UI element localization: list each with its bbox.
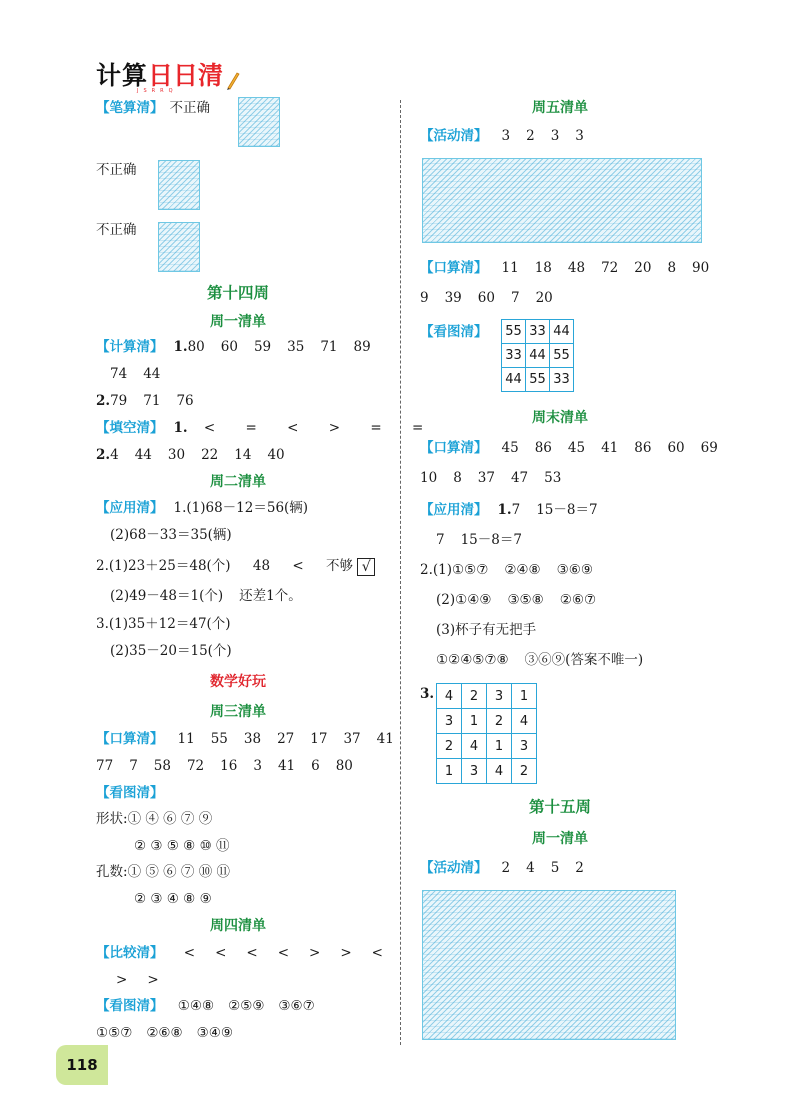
answer: 41 xyxy=(376,731,394,747)
jisuan-row-2 xyxy=(96,391,210,411)
tiankong-row-2 xyxy=(96,445,301,465)
grid-cell: 33 xyxy=(502,344,526,368)
grid-cell: 33 xyxy=(550,368,574,392)
grid-cell: 4 xyxy=(487,759,512,784)
answer: 2.(1)①⑤⑦ xyxy=(420,562,489,578)
yingyong-row-3: 3.(1)35＋12＝47(个) xyxy=(96,616,231,632)
grid-cell: 44 xyxy=(502,368,526,392)
activity-image-2 xyxy=(422,890,676,1040)
answer: 44 xyxy=(134,447,152,463)
answer: ②⑥⑦ xyxy=(559,592,597,608)
answer: > xyxy=(340,945,352,961)
answer: 7 xyxy=(129,758,138,774)
answer: 4 xyxy=(110,447,119,463)
tag-kantu: 【看图清】 xyxy=(96,785,164,801)
tag-kousuan: 【口算清】 xyxy=(96,731,164,747)
yingyong-row-1 xyxy=(96,498,308,518)
grid-cell: 2 xyxy=(487,709,512,734)
answer: ①④⑧ xyxy=(177,998,215,1014)
answer: 45 xyxy=(567,440,586,456)
grid-cell: 33 xyxy=(526,320,550,344)
item-number: 1. xyxy=(173,339,188,355)
bijiao-row-2 xyxy=(116,970,159,990)
page-number: 118 xyxy=(56,1045,108,1085)
tag-kantu: 【看图清】 xyxy=(96,998,164,1014)
answer: ① ④ ⑥ ⑦ ⑨ xyxy=(127,811,213,827)
thursday-title: 周四清单 xyxy=(210,918,266,934)
answer: (2)①④⑨ xyxy=(436,592,492,608)
answer: 35 xyxy=(287,339,305,355)
answer: < xyxy=(371,945,383,961)
answer: 8 xyxy=(453,470,462,486)
wk-yingyong-row-2d xyxy=(436,650,643,670)
answer: (2)49－48＝1(个) xyxy=(110,588,224,604)
answer: < xyxy=(292,558,304,574)
grid-cell: 1 xyxy=(462,709,487,734)
answer: 71 xyxy=(320,339,338,355)
answer: 37 xyxy=(477,470,495,486)
week14-title: 第十四周 xyxy=(206,284,270,302)
mon15-huodong-row xyxy=(420,858,600,878)
answer: ①②④⑤⑦⑧ xyxy=(436,652,509,668)
wk-yingyong-row-1b xyxy=(436,530,522,550)
grid-cell: 3 xyxy=(512,734,537,759)
answer: 48 xyxy=(567,260,586,276)
grid-cell: 4 xyxy=(512,709,537,734)
answer: 45 xyxy=(501,440,519,456)
answer: 7 xyxy=(436,532,445,548)
shape-label: 形状: xyxy=(96,811,128,827)
answer: 90 xyxy=(692,260,710,276)
answer: 30 xyxy=(167,447,186,463)
wk-yingyong-row-2 xyxy=(420,560,593,580)
tag-bijiao: 【比较清】 xyxy=(96,945,164,961)
answer: 55 xyxy=(210,731,228,747)
answer: 11 xyxy=(501,260,519,276)
answer: 44 xyxy=(143,366,161,382)
grid-cell: 3 xyxy=(462,759,487,784)
fri-kantu-label xyxy=(420,322,494,342)
tag-tiankong: 【填空清】 xyxy=(96,420,164,436)
tag-bisuan: 【笔算清】 xyxy=(96,100,164,116)
answer: 3 xyxy=(550,128,560,144)
answer: = xyxy=(245,420,257,436)
answer: 8 xyxy=(667,260,677,276)
answer: 80 xyxy=(187,339,205,355)
answer: 17 xyxy=(310,731,328,747)
answer: 2 xyxy=(501,860,511,876)
grid-cell: 1 xyxy=(437,759,462,784)
answer: ①⑤⑦ xyxy=(96,1025,133,1041)
answer: 72 xyxy=(186,758,205,774)
answer: 79 xyxy=(110,393,128,409)
pen-icon xyxy=(225,70,241,90)
wk-kousuan-row-1 xyxy=(420,438,734,458)
answer: < xyxy=(183,945,196,961)
grid-cell: 55 xyxy=(550,344,574,368)
item-number: 2. xyxy=(96,447,111,463)
hole-row-2: ② ③ ④ ⑧ ⑨ xyxy=(134,891,212,907)
wk-yingyong-row-2c: (3)杯子有无把手 xyxy=(436,622,537,638)
answer: < xyxy=(246,945,258,961)
magic-square-3x3 xyxy=(501,319,574,392)
grid-cell: 55 xyxy=(526,368,550,392)
answer-image-2 xyxy=(158,160,200,210)
bisuan-row-1 xyxy=(96,98,210,118)
checkmark-box: √ xyxy=(357,558,375,576)
wk-item-3-number: 3. xyxy=(420,686,435,702)
column-divider xyxy=(400,100,401,1045)
answer: ③⑤⑧ xyxy=(507,592,544,608)
answer: 86 xyxy=(534,440,552,456)
item-number: 2. xyxy=(96,393,111,409)
answer: 41 xyxy=(601,440,619,456)
answer: 40 xyxy=(267,447,285,463)
answer: 71 xyxy=(143,393,161,409)
answer: 58 xyxy=(153,758,171,774)
answer: 4 xyxy=(526,860,535,876)
yingyong-row-2 xyxy=(96,556,375,576)
answer: 41 xyxy=(277,758,296,774)
item-number: 1. xyxy=(497,502,512,518)
answer: 76 xyxy=(176,393,194,409)
answer: 22 xyxy=(201,447,219,463)
answer: ③⑥⑨ xyxy=(556,562,593,578)
weekend-title: 周末清单 xyxy=(532,410,588,426)
answer: 37 xyxy=(343,731,361,747)
answer: 47 xyxy=(510,470,529,486)
brand-title-red: 日日清 xyxy=(148,61,224,90)
answer: ③⑥⑦ xyxy=(278,998,315,1014)
monday-title: 周一清单 xyxy=(210,314,266,330)
week15-title: 第十五周 xyxy=(528,798,592,816)
bisuan-text-3: 不正确 xyxy=(96,222,137,238)
answer: ① ⑤ ⑥ ⑦ ⑩ ⑪ xyxy=(127,864,231,880)
answer: 3 xyxy=(501,128,511,144)
yingyong-row-1b: (2)68－33＝35(辆) xyxy=(110,527,232,543)
answer: > xyxy=(147,972,159,988)
answer: ③⑥⑨(答案不唯一) xyxy=(524,652,644,668)
hole-row-1 xyxy=(96,862,230,882)
answer: ②⑤⑨ xyxy=(228,998,265,1014)
answer: = xyxy=(411,420,424,436)
grid-cell: 1 xyxy=(487,734,512,759)
tag-huodong: 【活动清】 xyxy=(420,128,488,144)
grid-cell: 44 xyxy=(526,344,550,368)
bisuan-text: 不正确 xyxy=(169,100,210,116)
answer: 59 xyxy=(253,339,272,355)
brand-logo xyxy=(96,62,241,90)
answer: < xyxy=(215,945,227,961)
kantu-row-1 xyxy=(96,996,315,1016)
answer: 74 xyxy=(110,366,128,382)
answer: 3 xyxy=(575,128,584,144)
answer: 89 xyxy=(353,339,371,355)
answer: 11 xyxy=(177,731,195,747)
answer: 7 xyxy=(511,502,521,518)
grid-cell: 1 xyxy=(512,684,537,709)
answer: ③④⑨ xyxy=(196,1025,233,1041)
yingyong-row-2b xyxy=(110,586,302,606)
grid-cell: 3 xyxy=(487,684,512,709)
bijiao-row-1 xyxy=(96,943,383,963)
tag-kousuan: 【口算清】 xyxy=(420,260,488,276)
item-number: 1. xyxy=(173,420,188,436)
brand-title-black: 计算 xyxy=(96,61,149,90)
answer: > xyxy=(309,945,321,961)
answer: < xyxy=(277,945,290,961)
tag-kantu: 【看图清】 xyxy=(420,324,488,340)
shape-row-1 xyxy=(96,809,212,829)
answer: = xyxy=(370,420,382,436)
answer: < xyxy=(203,420,216,436)
kantu-row-2 xyxy=(96,1023,233,1043)
jisuan-row-1 xyxy=(96,337,387,357)
tag-jisuan: 【计算清】 xyxy=(96,339,164,355)
brand-subtitle: JSRRQ xyxy=(137,88,178,94)
fun-math-title: 数学好玩 xyxy=(210,674,266,690)
wednesday-title: 周三清单 xyxy=(210,704,266,720)
answer: 69 xyxy=(700,440,718,456)
answer: 16 xyxy=(220,758,238,774)
wk-kousuan-row-2 xyxy=(420,468,577,488)
friday-title: 周五清单 xyxy=(532,100,588,116)
answer: 48 xyxy=(252,558,271,574)
answer: 20 xyxy=(634,260,652,276)
grid-cell: 44 xyxy=(550,320,574,344)
answer: 6 xyxy=(311,758,320,774)
answer: 9 xyxy=(420,290,429,306)
answer: ②⑥⑧ xyxy=(146,1025,183,1041)
bisuan-text-2: 不正确 xyxy=(96,162,137,178)
grid-cell: 4 xyxy=(437,684,462,709)
answer: 14 xyxy=(234,447,252,463)
answer-image-3 xyxy=(158,222,200,272)
tag-yingyong: 【应用清】 xyxy=(420,502,488,518)
grid-cell: 55 xyxy=(502,320,526,344)
tag-kousuan: 【口算清】 xyxy=(420,440,488,456)
answer: 1.(1)68－12＝56(辆) xyxy=(173,500,309,516)
answer: 10 xyxy=(420,470,438,486)
grid-cell: 3 xyxy=(437,709,462,734)
grid-cell: 2 xyxy=(512,759,537,784)
answer: 3 xyxy=(253,758,262,774)
latin-square-4x4 xyxy=(436,683,537,784)
answer: 60 xyxy=(477,290,495,306)
jisuan-row-1b xyxy=(110,364,176,384)
answer: 20 xyxy=(535,290,553,306)
tuesday-title: 周二清单 xyxy=(210,474,266,490)
fri-kousuan-row-1 xyxy=(420,258,725,278)
answer: 2 xyxy=(526,128,535,144)
activity-image-1 xyxy=(422,158,702,243)
wk-yingyong-row-1 xyxy=(420,500,598,520)
answer: 18 xyxy=(534,260,552,276)
answer-image-1 xyxy=(238,97,280,147)
answer: 72 xyxy=(601,260,619,276)
answer: 60 xyxy=(220,339,238,355)
kantu-header xyxy=(96,783,170,803)
answer: 2.(1)23＋25＝48(个) xyxy=(96,558,231,574)
tag-huodong: 【活动清】 xyxy=(420,860,488,876)
answer: 不够 xyxy=(325,558,353,574)
fri-kousuan-row-2 xyxy=(420,288,569,308)
answer: 77 xyxy=(96,758,114,774)
grid-cell: 4 xyxy=(462,734,487,759)
answer: 2 xyxy=(575,860,584,876)
shape-row-2: ② ③ ⑤ ⑧ ⑩ ⑪ xyxy=(134,838,230,854)
huodong-row xyxy=(420,126,600,146)
grid-cell: 2 xyxy=(437,734,462,759)
answer: 53 xyxy=(544,470,562,486)
answer: > xyxy=(116,972,128,988)
answer: 27 xyxy=(277,731,295,747)
kousuan-row-1 xyxy=(96,729,410,749)
answer: 86 xyxy=(634,440,652,456)
answer: 15－8＝7 xyxy=(536,502,598,518)
answer: 还差1个。 xyxy=(239,588,302,604)
tag-yingyong: 【应用清】 xyxy=(96,500,164,516)
answer: ②④⑧ xyxy=(504,562,541,578)
answer: 5 xyxy=(550,860,560,876)
grid-cell: 2 xyxy=(462,684,487,709)
yingyong-row-3b: (2)35－20＝15(个) xyxy=(110,643,232,659)
week15-monday-title: 周一清单 xyxy=(532,831,588,847)
kousuan-row-2 xyxy=(96,756,369,776)
answer: > xyxy=(328,420,341,436)
answer: 38 xyxy=(243,731,262,747)
answer: 15－8＝7 xyxy=(460,532,522,548)
answer: 60 xyxy=(667,440,685,456)
wk-yingyong-row-2b xyxy=(436,590,596,610)
hole-label: 孔数: xyxy=(96,864,128,880)
answer: 80 xyxy=(335,758,353,774)
tiankong-row-1 xyxy=(96,418,423,438)
answer: 39 xyxy=(444,290,462,306)
answer: 7 xyxy=(510,290,520,306)
answer: < xyxy=(287,420,299,436)
